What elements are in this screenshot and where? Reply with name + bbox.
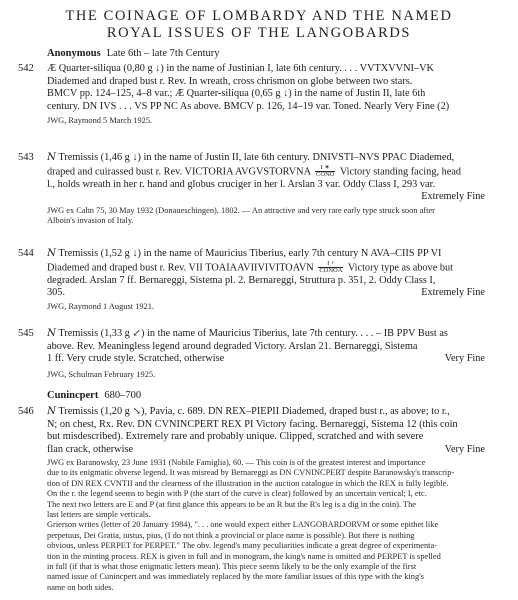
lot-provenance (47, 116, 487, 126)
provenance-line: Alboin's invasion of Italy. (47, 216, 134, 226)
exergue-bottom: CONOA (319, 267, 343, 275)
lot-line-text: flan crack, otherwise (47, 443, 134, 455)
exergue-top: I ✶ (315, 165, 335, 173)
lot-line-text: 305. (47, 287, 66, 299)
provenance-line: named issue of Cunincpert and was immediately replaced by the more familiar issues of this type with the king's (47, 572, 424, 582)
lot-provenance (47, 302, 487, 312)
section-heading-cunincpert (47, 390, 141, 401)
lot-line (47, 353, 485, 366)
lot-line (47, 287, 485, 300)
exergue-bottom: CONO (316, 171, 335, 179)
page-title-line-1: THE COINAGE OF LOMBARDY AND THE NAMED (65, 8, 453, 24)
provenance-line: perpetuus, Dei Gratia, iustus, pius, (I do not think a provincial or place name is possible). But there is nothing (47, 530, 415, 540)
lot-line: 𝑁 Tremissis (1,33 g ↙) in the name of Mauricius Tiberius, late 7th century. . . . – IB PPV Bust as (47, 328, 448, 339)
provenance-line: On the r. the legend seems to begin with P (the start of the curve is clear) followed by an uncertain vertical; I, etc. (47, 489, 427, 499)
lot-grade: Extremely Fine (421, 191, 485, 203)
lot-line-tail: Victory standing facing, head (339, 165, 462, 177)
lot-description (47, 406, 485, 456)
lot-provenance (47, 206, 487, 227)
lot-provenance (47, 458, 487, 593)
exergue-top: I + (318, 261, 343, 269)
lot-line (47, 261, 485, 275)
section-date-range: Late 6th – late 7th Century (106, 48, 220, 59)
lot-line: degraded. Arslan 7 ff. Bernareggi, Sistema pl. 2. Bernareggi, Struttura p. 351, 2. Oddy Class I, (47, 274, 436, 286)
lot-line: 𝑁 Tremissis (1,46 g ↓) in the name of Justin II, late 6th century. DNIVSTI–NVS PPAC Diademed, (47, 152, 455, 163)
lot-line: N; on chest, Rx. Rev. DN CVNINCPERT REX PI Victory facing. Bernareggi, Sistema 12 (this coin (47, 418, 458, 430)
lot-grade: Extremely Fine (421, 287, 485, 299)
lot-line-text: 1 ff. Very crude style. Scratched, otherwise (47, 353, 225, 365)
lot-line-text: Diademed and draped bust r. Rev. VII TOAIAAVIIVIVITOAVN (47, 261, 314, 273)
exergue-mark (318, 261, 343, 275)
lot-line: Diademed and draped bust r. Rev. In wreath, cross chrismon on globe between two stars. (47, 75, 413, 87)
section-name: Cunincpert (47, 390, 99, 401)
lot-number: 546 (18, 406, 34, 417)
lot-provenance (47, 370, 487, 380)
provenance-line: last letters are simple verticals. (47, 510, 151, 520)
lot-line: above. Rev. Meaningless legend around degraded Victory. Arslan 21. Bernareggi, Sistema (47, 340, 418, 352)
provenance-line: obvious, unless PERPET for PERPET." The obv. legend's many peculiarities indicate a great degree of experimenta- (47, 541, 437, 551)
section-date-range: 680–700 (104, 390, 142, 401)
lot-description (47, 63, 485, 113)
lot-line (47, 165, 485, 179)
lot-line: 𝑁 Tremissis (1,52 g ↓) in the name of Mauricius Tiberius, early 7th century N AVA–CIIS PP VI (47, 248, 442, 259)
lot-grade: Very Fine (444, 443, 485, 455)
provenance-line: name on both sides. (47, 582, 114, 592)
lot-line-text: draped and cuirassed bust r. Rev. VICTORIA AVGVSTORVNA (47, 165, 311, 177)
lot-description (47, 248, 485, 300)
section-name: Anonymous (47, 48, 101, 59)
provenance-line: due to its enigmatic obverse legend. It was misread by Bernareggi as DN CVNINCPERT despite Baranowsky's transcrip- (47, 468, 455, 478)
provenance-line: JWG, Raymond 1 August 1921. (47, 302, 155, 311)
lot-line (47, 444, 485, 457)
provenance-line: in full (if that is what those enigmatic letters mean). This piece seems likely to be the only example of the first (47, 562, 417, 572)
lot-line: 𝑁 Tremissis (1,20 g ↘), Pavia, c. 689. DN REX–PIEPII Diademed, draped bust r., as above; to r., (47, 406, 450, 417)
lot-line: century. DN IVS . . . VS PP NC As above. BMCV p. 126, 14–19 var. Toned. Nearly Very Fine (2) (47, 100, 450, 112)
page-title-line-2: ROYAL ISSUES OF THE LANGOBARDS (106, 25, 412, 41)
provenance-line: JWG, Schulman February 1925. (47, 370, 156, 379)
provenance-line: The next two letters are E and P (at first glance this appears to be an R but the R's leg is a dig in the coin). The (47, 499, 416, 509)
provenance-line: JWG ex Cahn 75, 30 May 1932 (Donaueschingen), 1802. — An attractive and very rare early type struck soon after (47, 206, 435, 215)
lot-grade: Very Fine (444, 353, 485, 365)
provenance-line: JWG ex Baranowsky, 23 June 1931 (Nobile Famiglia), 60. — This coin is of the greatest interest and importance (47, 458, 426, 467)
lot-description (47, 328, 485, 366)
lot-line: l., holds wreath in her r. hand and globus cruciger in her l. Arslan 3 var. Oddy Class I, 293 var. (47, 178, 436, 190)
lot-line: Æ Quarter-siliqua (0,80 g ↓) in the name of Justinian I, late 6th century. . . . VVTXVVNI–VK (47, 63, 434, 74)
lot-number: 544 (18, 248, 34, 259)
provenance-line: tion in the minting process. REX is given in full and in monogram, the king's name is omitted and PERPET is spelled (47, 551, 441, 561)
lot-line: BMCV pp. 124–125, 4–8 var.; Æ Quarter-siliqua (0,65 g ↓) in the name of Justin II, late 6th (47, 88, 426, 100)
lot-line-tail: Victory type as above but (347, 261, 454, 273)
lot-description (47, 152, 485, 204)
exergue-mark (315, 165, 335, 179)
lot-line: but misdescribed). Extremely rare and probably unique. Clipped, scratched and with severe (47, 431, 424, 443)
provenance-line: JWG, Raymond 5 March 1925. (47, 116, 153, 125)
provenance-line: tion of DN REX CVNTII and the clearness of the illustration in the auction catalogue in which the REX is fully legible. (47, 478, 449, 488)
section-heading-anonymous (47, 48, 220, 59)
lot-number: 543 (18, 152, 34, 163)
lot-number: 542 (18, 63, 34, 74)
provenance-line: Grierson writes (letter of 20 January 1984), ". . . one would expect either LANGOBARDORVM or some epithet like (47, 520, 439, 530)
lot-number: 545 (18, 328, 34, 339)
